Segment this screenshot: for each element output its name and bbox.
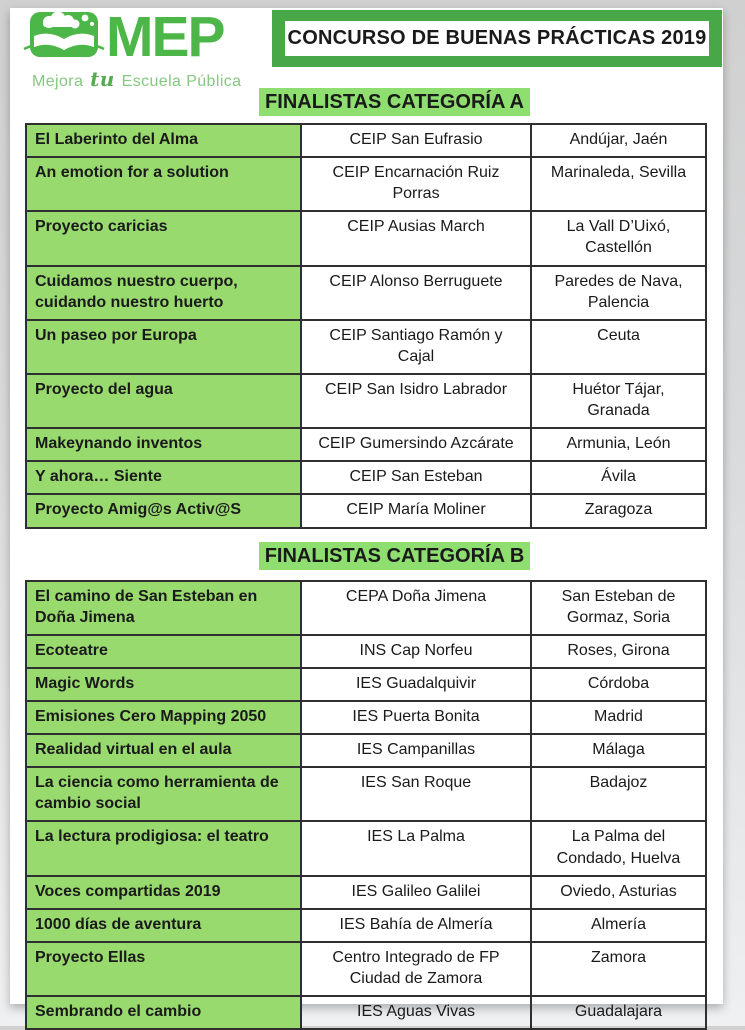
project-cell: El Laberinto del Alma [26,124,301,157]
table-row [26,124,706,157]
project-cell: 1000 días de aventura [26,909,301,942]
school-cell: CEIP San Esteban [301,461,531,494]
project-cell: Voces compartidas 2019 [26,876,301,909]
school-cell: IES Guadalquivir [301,668,531,701]
location-cell: Zaragoza [531,494,706,527]
school-cell: CEIP Santiago Ramón y Cajal [301,320,531,374]
table-row [26,374,706,428]
school-cell: CEPA Doña Jimena [301,581,531,635]
mep-tagline [32,67,276,91]
location-cell: Madrid [531,701,706,734]
project-cell: Sembrando el cambio [26,996,301,1029]
school-cell: INS Cap Norfeu [301,635,531,668]
project-cell: Magic Words [26,668,301,701]
section-title-category-b [10,542,723,570]
school-cell: IES La Palma [301,821,531,875]
location-cell: Málaga [531,734,706,767]
table-row [26,320,706,374]
school-cell: IES Campanillas [301,734,531,767]
table-row [26,767,706,821]
table-row [26,821,706,875]
school-cell: IES San Roque [301,767,531,821]
document-page [10,5,723,1021]
location-cell: Oviedo, Asturias [531,876,706,909]
location-cell: Badajoz [531,767,706,821]
open-book-logo-icon [26,11,102,65]
project-cell: Cuidamos nuestro cuerpo, cuidando nuestro huerto [26,266,301,320]
mep-logo-top [26,5,276,69]
section-title-a-text: FINALISTAS CATEGORÍA A [259,88,530,116]
table-row [26,701,706,734]
project-cell: Y ahora… Siente [26,461,301,494]
table-row [26,876,706,909]
location-cell: Roses, Girona [531,635,706,668]
finalists-table-category-a [25,123,707,529]
project-cell: Ecoteatre [26,635,301,668]
project-cell: Realidad virtual en el aula [26,734,301,767]
location-cell: Marinaleda, Sevilla [531,157,706,211]
contest-banner-title: CONCURSO DE BUENAS PRÁCTICAS 2019 [285,21,709,56]
tagline-suffix: Escuela Pública [121,73,242,90]
school-cell: CEIP María Moliner [301,494,531,527]
location-cell: Andújar, Jaén [531,124,706,157]
table-row [26,211,706,265]
project-cell: Proyecto Amig@s Activ@S [26,494,301,527]
project-cell: Makeynando inventos [26,428,301,461]
table-row [26,428,706,461]
table-row [26,942,706,996]
location-cell: Armunia, León [531,428,706,461]
section-title-category-a [10,88,723,116]
project-cell: Emisiones Cero Mapping 2050 [26,701,301,734]
project-cell: La lectura prodigiosa: el teatro [26,821,301,875]
table-row [26,996,706,1029]
table-row [26,734,706,767]
project-cell: Proyecto caricias [26,211,301,265]
mep-acronym: MEP [106,5,224,69]
tagline-script-word: tu [90,67,115,91]
school-cell: CEIP San Isidro Labrador [301,374,531,428]
school-cell: CEIP Ausias March [301,211,531,265]
project-cell: Un paseo por Europa [26,320,301,374]
table-row [26,581,706,635]
location-cell: Paredes de Nava, Palencia [531,266,706,320]
table-row [26,668,706,701]
school-cell: IES Puerta Bonita [301,701,531,734]
page-header [10,5,723,91]
table-row [26,461,706,494]
contest-banner [272,10,722,67]
mep-logo [26,5,276,91]
project-cell: Proyecto Ellas [26,942,301,996]
location-cell: Almería [531,909,706,942]
project-cell: An emotion for a solution [26,157,301,211]
school-cell: CEIP Gumersindo Azcárate [301,428,531,461]
school-cell: Centro Integrado de FP Ciudad de Zamora [301,942,531,996]
project-cell: Proyecto del agua [26,374,301,428]
location-cell: Zamora [531,942,706,996]
table-row [26,909,706,942]
table-row [26,266,706,320]
table-row [26,157,706,211]
finalists-table-category-b [25,580,707,1030]
school-cell: IES Aguas Vivas [301,996,531,1029]
location-cell: Guadalajara [531,996,706,1029]
location-cell: Córdoba [531,668,706,701]
school-cell: IES Bahía de Almería [301,909,531,942]
location-cell: San Esteban de Gormaz, Soria [531,581,706,635]
location-cell: Ceuta [531,320,706,374]
location-cell: La Vall D’Uixó, Castellón [531,211,706,265]
school-cell: CEIP Alonso Berruguete [301,266,531,320]
school-cell: CEIP Encarnación Ruiz Porras [301,157,531,211]
school-cell: IES Galileo Galilei [301,876,531,909]
section-title-b-text: FINALISTAS CATEGORÍA B [259,542,531,570]
location-cell: Ávila [531,461,706,494]
location-cell: La Palma del Condado, Huelva [531,821,706,875]
table-row [26,635,706,668]
table-row [26,494,706,527]
school-cell: CEIP San Eufrasio [301,124,531,157]
project-cell: El camino de San Esteban en Doña Jimena [26,581,301,635]
tagline-prefix: Mejora [32,73,84,90]
location-cell: Huétor Tájar, Granada [531,374,706,428]
project-cell: La ciencia como herramienta de cambio social [26,767,301,821]
